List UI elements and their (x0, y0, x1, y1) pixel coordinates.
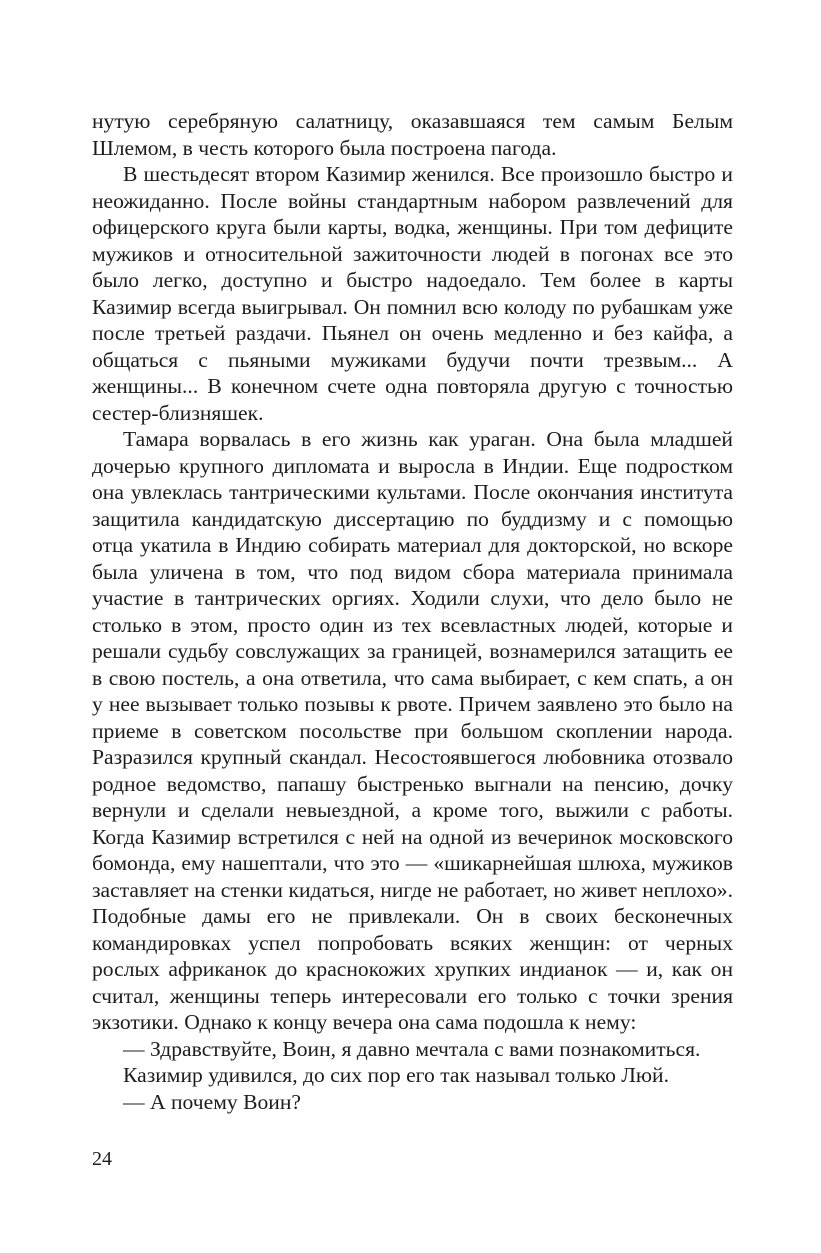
dialogue-line-greeting: — Здравствуйте, Воин, я давно мечтала с вами познакомиться. (123, 1036, 701, 1061)
paragraph-surprise: Казимир удивился, до сих пор его так называл только Люй. (123, 1063, 670, 1087)
paragraph-continuation: нутую серебряную салатницу, оказавшаяся тем самым Белым Шлемом, в честь которого была построена пагода. (92, 109, 733, 160)
paragraph-marriage: В шестьдесят втором Казимир женился. Все произошло быстро и неожиданно. После войны стандартным набором развлечений для офицерского круга были карты, водка, женщины. При том дефиците мужиков и относительной зажиточности людей в погонах все это было легко, доступно и быстро надоедало. Тем более в карты Казимир всегда выигрывал. Он помнил всю колоду по рубашкам уже после третьей раздачи. Пьянел он очень медленно и без кайфа, а общаться с пьяными мужиками будучи почти трезвым... А женщины... В конечном счете одна повторяла другую с точностью сестер-близняшек. (92, 162, 733, 425)
body-text (92, 108, 733, 1115)
paragraph-tamara: Тамара ворвалась в его жизнь как ураган. Она была младшей дочерью крупного дипломата и выросла в Индии. Еще подростком она увлеклась тантрическими культами. После окончания института защитила кандидатскую диссертацию по буддизму и с помощью отца укатила в Индию собирать материал для докторской, но вскоре была уличена в том, что под видом сбора материала принимала участие в тантрических оргиях. Ходили слухи, что дело было не столько в этом, просто один из тех всевластных людей, которые и решали судьбу совслужащих за границей, вознамерился затащить ее в свою постель, а она ответила, что сама выбирает, с кем спать, а он у нее вызывает только позывы к рвоте. Причем заявлено это было на приеме в советском посольстве при большом скоплении народа. Разразился крупный скандал. Несостоявшегося любовника отозвало родное ведомство, папашу быстренько выгнали на пенсию, дочку вернули и сделали невыездной, а кроме того, выжили с работы. Когда Казимир встретился с ней на одной из вечеринок московского бомонда, ему нашептали, что это — «шикарнейшая шлюха, мужиков заставляет на стенки кидаться, нигде не работает, но живет неплохо». Подобные дамы его не привлекали. Он в своих бесконечных командировках успел попробовать всяких женщин: от черных рослых африканок до краснокожих хрупких индианок — и, как он считал, женщины теперь интересовали его только с точки зрения экзотики. Однако к концу вечера она сама подошла к нему: (92, 427, 733, 1034)
page-number: 24 (92, 1148, 112, 1170)
dialogue-line-question: — А почему Воин? (123, 1089, 301, 1114)
